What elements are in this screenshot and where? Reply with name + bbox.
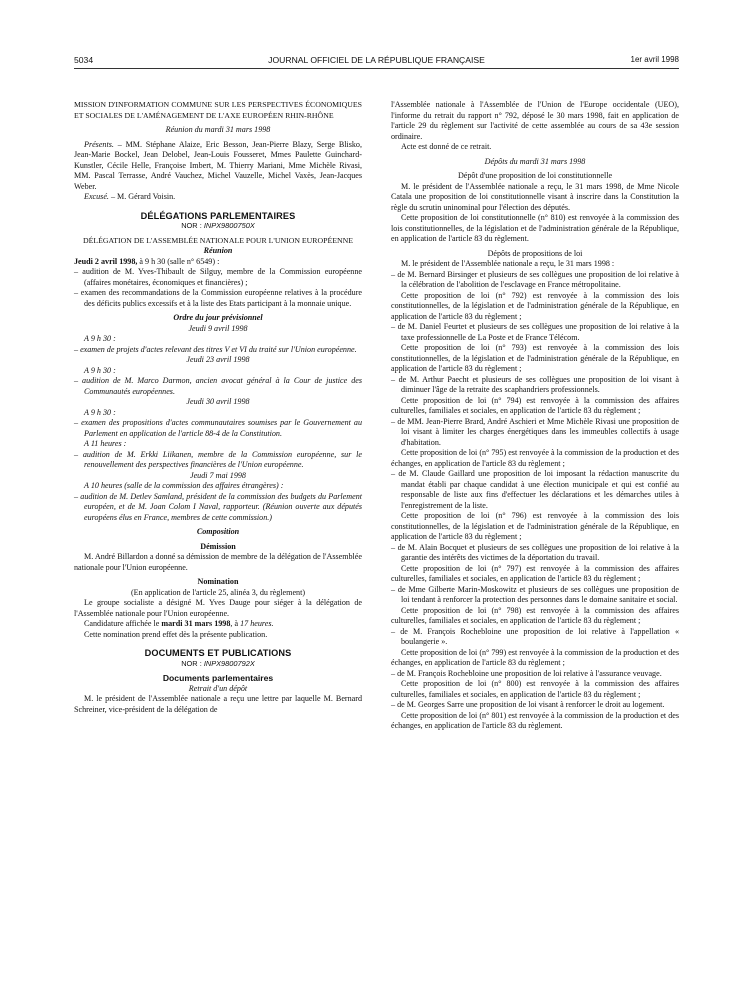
proposal-item: – de Mme Gilberte Marin-Moskowitz et plusieurs de ses collègues une proposition de loi tendant à renforcer la protection des personnes dans le domaine sanitaire et social. [391, 584, 679, 604]
proposal-item: – de M. François Rochebloine une proposition de loi relative à l'assurance veuvage. [391, 668, 662, 678]
agenda-time: A 9 h 30 : [84, 365, 116, 375]
retrait-heading: Retrait d'un dépôt [188, 683, 248, 693]
proposal-renvoi: Cette proposition de loi (n° 795) est renvoyée à la commission de la production et des échanges, en application de l'article 83 du règlement ; [391, 448, 679, 468]
issue-date: 1er avril 1998 [630, 55, 679, 64]
agenda-item: – examen de projets d'actes relevant des titres V et VI du traité sur l'Union européenne. [74, 344, 357, 354]
proposal-item: – de M. Georges Sarre une proposition de loi visant à renforcer le droit au logement. [391, 700, 665, 709]
documents-nor: NOR : INPX9800792X [181, 658, 255, 668]
agenda-time: A 11 heures : [84, 439, 127, 448]
reunion-heading: Réunion [203, 246, 233, 255]
left-column [74, 100, 362, 715]
presents-paragraph [74, 140, 362, 193]
presents-label: Présents. [84, 139, 114, 149]
proposal-item: – de M. Claude Gaillard une proposition de loi imposant la rédaction manuscrite du mandat établi par chaque candidat à une élection municipale et qui est confié au responsable de liste aux fins d'effectuer les déclarations et les démarches utiles à l'enregistrement de la liste. [391, 469, 679, 510]
proposal-item: – de M. François Rochebloine une proposition de loi relative à l'appellation « boulangerie ». [391, 626, 679, 646]
columns [74, 100, 679, 960]
candidature-line: Candidature affichée le mardi 31 mars 1998, à 17 heures. [84, 619, 274, 628]
proposal-renvoi: Cette proposition de loi (n° 797) est renvoyée à la commission des affaires culturelles, familiales et sociales, en application de l'article 83 du règlement ; [391, 563, 679, 583]
ordre-heading: Ordre du jour prévisionnel [173, 313, 263, 322]
nomination-text: Le groupe socialiste a désigné M. Yves Dauge pour siéger à la délégation de l'Assemblée nationale pour l'Union européenne. [74, 598, 362, 618]
presents-text: – MM. Stéphane Alaize, Eric Besson, Jean-Pierre Blazy, Serge Blisko, Jean-Marie Bockel, Jean Delobel, Jean-Louis Fousseret, Mmes Paulette Guinchard-Kunstler, Cécile Helle, Françoise Imbert, M. Thierry Mariani, Mme Michèle Rivasi, MM. Pascal Terrasse, André Vauchez, Michel Vauzelle, Michel Vaxès, Jean-Jacques Weber. [74, 139, 362, 191]
nomination-heading: Nomination [197, 577, 239, 586]
depots-pl-intro: M. le président de l'Assemblée nationale a reçu, le 31 mars 1998 : [401, 259, 615, 268]
page-number: 5034 [74, 55, 94, 65]
proposal-renvoi: Cette proposition de loi (n° 792) est renvoyée à la commission des lois constitutionnelles, de la législation et de l'administration générale de la République, en application de l'article 83 du règlement ; [391, 290, 679, 321]
journal-title: JOURNAL OFFICIEL DE LA RÉPUBLIQUE FRANÇAISE [268, 55, 485, 65]
proposals-list [391, 270, 679, 732]
delegation-name: DÉLÉGATION DE L'ASSEMBLÉE NATIONALE POUR L'UNION EUROPÉENNE [82, 235, 354, 245]
excuse-paragraph [74, 192, 362, 203]
agenda-item: – audition de M. Detlev Samland, président de la commission des budgets du Parlement européen, et de M. Joan Colom I Naval, rapporteur. (Réunion ouverte aux députés européens élus en France, membres de cette commission.) [74, 491, 362, 522]
proposal-renvoi: Cette proposition de loi (n° 799) est renvoyée à la commission de la production et des échanges, en application de l'article 83 du règlement ; [391, 647, 679, 667]
agenda-item: – audition de M. Marco Darmon, ancien avocat général à la Cour de justice des Communautés européennes. [74, 376, 362, 396]
demission-heading: Démission [200, 541, 236, 551]
demission-text: M. André Billardon a donné sa démission de membre de la délégation de l'Assemblée nationale pour l'Union européenne. [74, 552, 362, 572]
agenda-time: A 10 heures (salle de la commission des affaires étrangères) : [84, 481, 284, 490]
mission-title: MISSION D'INFORMATION COMMUNE SUR LES PERSPECTIVES ÉCONOMIQUES ET SOCIALES DE L'AMÉNAGEMENT DE L'AXE EUROPÉEN RHIN-RHÔNE [74, 100, 362, 120]
depot-const-text: M. le président de l'Assemblée nationale a reçu, le 31 mars 1998, de Mme Nicole Catala une proposition de loi constitutionnelle visant à inscrire dans la Constitution la règle du scrutin uninominal pour l'élection des députés. [391, 181, 679, 212]
agenda-date: Jeudi 23 avril 1998 [186, 355, 250, 364]
jeudi-line: Jeudi 2 avril 1998, à 9 h 30 (salle n° 6549) : [74, 256, 220, 266]
composition-heading: Composition [196, 527, 240, 536]
depot-const-renvoi: Cette proposition de loi constitutionnelle (n° 810) est renvoyée à la commission des lois constitutionnelles, de la législation et de l'administration générale de la République, en application de l'article 83 du règlement. [391, 213, 679, 243]
delegations-nor: NOR : INPX9800750X [181, 221, 255, 230]
agenda-date: Jeudi 9 avril 1998 [188, 323, 248, 333]
proposal-renvoi: Cette proposition de loi (n° 798) est renvoyée à la commission des affaires culturelles, familiales et sociales, en application de l'article 83 du règlement ; [391, 605, 679, 625]
running-header [74, 55, 679, 69]
agenda-item: – audition de M. Erkki Liikanen, membre de la Commission européenne, sur le renouvellement des perspectives financières de l'Union européenne. [74, 449, 362, 469]
retrait-continued: l'Assemblée nationale à l'Assemblée de l'Union de l'Europe occidentale (UEO), l'informe du retrait du rapport n° 792, déposé le 30 mars 1998, fait en application de l'article 29 du règlement sur l'activité de cette assemblée au cours de sa 43e session ordinaire. [391, 100, 679, 141]
proposal-renvoi: Cette proposition de loi (n° 793) est renvoyée à la commission des lois constitutionnelles, de la législation et de l'administration générale de la République, en application de l'article 83 du règlement ; [391, 343, 679, 373]
acte-line: Acte est donné de ce retrait. [401, 142, 492, 151]
right-column [391, 100, 679, 732]
documents-title: DOCUMENTS ET PUBLICATIONS [144, 648, 292, 658]
proposal-item: – de M. Alain Bocquet et plusieurs de ses collègues une proposition de loi relative à la garantie des intérêts des victimes de la déportation du travail. [391, 542, 679, 562]
agenda-time: A 9 h 30 : [84, 407, 116, 417]
proposal-item: – de M. Daniel Feurtet et plusieurs de ses collègues une proposition de loi relative à la taxe professionnelle de La Poste et de France Télécom. [391, 322, 679, 342]
agenda-date: Jeudi 7 mai 1998 [190, 470, 246, 480]
header-rule [74, 68, 679, 69]
proposal-item: – de MM. Jean-Pierre Brard, André Aschieri et Mme Michèle Rivasi une proposition de loi visant à limiter les charges énergétiques dans les immeubles collectifs à usage d'habitation. [391, 416, 679, 447]
proposal-item: – de M. Arthur Paecht et plusieurs de ses collègues une proposition de loi visant à diminuer l'âge de la retraite des scaphandriers professionnels. [391, 374, 679, 394]
depots-heading: Dépôts du mardi 31 mars 1998 [484, 156, 586, 166]
docs-parl-heading: Documents parlementaires [162, 673, 274, 683]
excuse-label: Excusé. [84, 192, 109, 201]
depots-pl-heading: Dépôts de propositions de loi [487, 248, 583, 258]
proposal-renvoi: Cette proposition de loi (n° 794) est renvoyée à la commission des affaires culturelles, familiales et sociales, en application de l'article 83 du règlement ; [391, 395, 679, 415]
list-item: – examen des recommandations de la Commission européenne relatives à la procédure des déficits publics excessifs et à la liste des Etats participant à la monnaie unique. [74, 288, 362, 308]
delegations-title: DÉLÉGATIONS PARLEMENTAIRES [140, 210, 296, 221]
proposal-item: – de M. Bernard Birsinger et plusieurs de ses collègues une proposition de loi relative à la célébration de l'abolition de l'esclavage en France métropolitaine. [391, 269, 679, 289]
excuse-text: – M. Gérard Voisin. [108, 192, 176, 201]
nomination-ref: (En application de l'article 25, alinéa 3, du règlement) [130, 587, 306, 597]
depot-const-heading: Dépôt d'une proposition de loi constitutionnelle [457, 171, 613, 180]
agenda-time: A 9 h 30 : [84, 334, 116, 343]
mission-meeting: Réunion du mardi 31 mars 1998 [165, 125, 271, 134]
proposal-renvoi: Cette proposition de loi (n° 796) est renvoyée à la commission des lois constitutionnelles, de la législation et de l'administration générale de la République, en application de l'article 83 du règlement ; [391, 511, 679, 541]
proposal-renvoi: Cette proposition de loi (n° 801) est renvoyée à la commission de la production et des échanges, en application de l'article 83 du règlement. [391, 710, 679, 730]
agenda-item: – examen des propositions d'actes communautaires soumises par le Gouvernement au Parlement en application de l'article 88-4 de la Constitution. [74, 418, 362, 438]
list-item: – audition de M. Yves-Thibault de Silguy, membre de la Commission européenne (affaires monétaires, économiques et financières) ; [74, 267, 362, 287]
proposal-renvoi: Cette proposition de loi (n° 800) est renvoyée à la commission des affaires culturelles, familiales et sociales, en application de l'article 83 du règlement ; [391, 679, 679, 699]
agenda-date: Jeudi 30 avril 1998 [186, 397, 250, 406]
nomination-effect: Cette nomination prend effet dès la présente publication. [84, 629, 268, 639]
retrait-text: M. le président de l'Assemblée nationale a reçu une lettre par laquelle M. Bernard Schreiner, vice-président de la délégation de [74, 694, 362, 714]
